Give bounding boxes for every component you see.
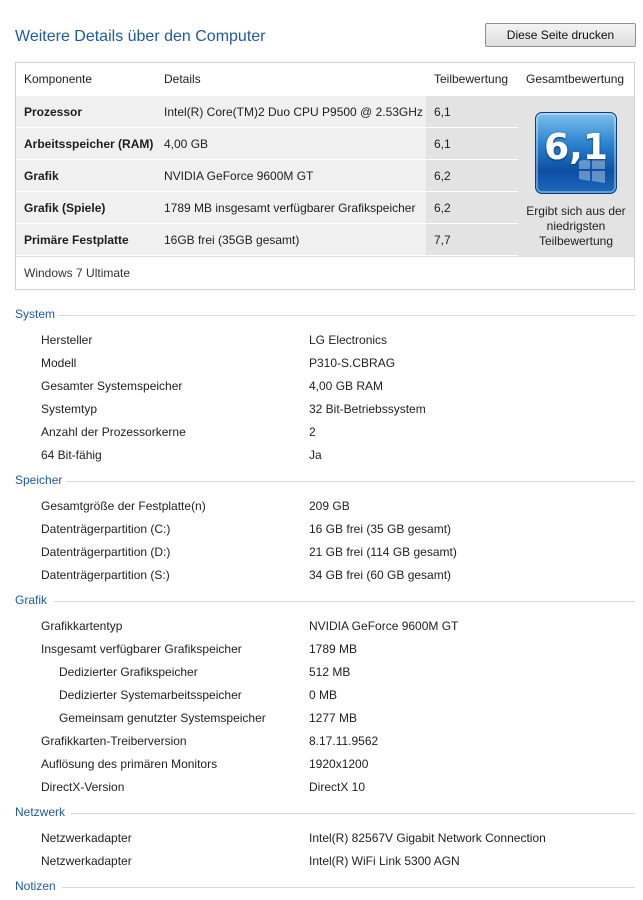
section-heading-notes: Notizen <box>15 879 56 893</box>
rating-component: Primäre Festplatte <box>24 233 129 247</box>
section-heading-graphics: Grafik <box>15 593 48 607</box>
rating-subscore-cell <box>426 128 518 159</box>
detail-label: Gemeinsam genutzter Systemspeicher <box>59 711 266 725</box>
detail-label: Modell <box>41 356 77 370</box>
detail-label: Netzwerkadapter <box>41 854 132 868</box>
detail-value: LG Electronics <box>309 333 388 347</box>
detail-label: Insgesamt verfügbarer Grafikspeicher <box>41 642 242 656</box>
detail-value: 4,00 GB RAM <box>309 379 384 393</box>
rating-component: Grafik (Spiele) <box>24 201 106 215</box>
rating-subscore: 7,7 <box>434 233 451 247</box>
detail-label: Dedizierter Grafikspeicher <box>59 665 198 679</box>
column-header-component: Komponente <box>24 72 93 86</box>
rating-table-header <box>16 63 634 96</box>
rating-row-processor <box>16 96 518 127</box>
detail-value: 209 GB <box>309 499 350 513</box>
rating-details: 4,00 GB <box>164 137 209 151</box>
rating-subscore-cell <box>426 192 518 223</box>
detail-value: NVIDIA GeForce 9600M GT <box>309 619 459 633</box>
detail-value: 32 Bit-Betriebssystem <box>309 402 426 416</box>
rating-subscore: 6,2 <box>434 169 451 183</box>
detail-label: DirectX-Version <box>41 780 125 794</box>
detail-value: 16 GB frei (35 GB gesamt) <box>309 522 452 536</box>
section-heading-network: Netzwerk <box>15 805 66 819</box>
rating-row-graphics <box>16 160 518 191</box>
detail-label: Datenträgerpartition (C:) <box>41 522 171 536</box>
detail-value: 1920x1200 <box>309 757 369 771</box>
column-header-overall: Gesamtbewertung <box>526 72 625 86</box>
detail-label: Datenträgerpartition (S:) <box>41 568 170 582</box>
detail-label: Auflösung des primären Monitors <box>41 757 218 771</box>
detail-value: Intel(R) 82567V Gigabit Network Connection <box>309 831 546 845</box>
overall-score-note: Ergibt sich aus der niedrigsten Teilbewertung <box>526 204 626 248</box>
detail-value: Ja <box>309 448 322 462</box>
rating-details: NVIDIA GeForce 9600M GT <box>164 169 314 183</box>
detail-value: 1277 MB <box>309 711 358 725</box>
overall-score-value: 6,1 <box>544 127 608 168</box>
rating-subscore-cell <box>426 96 518 127</box>
section-divider <box>66 481 635 482</box>
detail-value: DirectX 10 <box>309 780 366 794</box>
rating-component: Grafik <box>24 169 59 183</box>
overall-score-panel <box>518 96 634 256</box>
detail-label: Grafikkartentyp <box>41 619 123 633</box>
detail-label: Gesamter Systemspeicher <box>41 379 183 393</box>
detail-value: 21 GB frei (114 GB gesamt) <box>309 545 457 559</box>
rating-component: Arbeitsspeicher (RAM) <box>24 137 154 151</box>
rating-row-primary-disk <box>16 224 518 255</box>
detail-value: 1789 MB <box>309 642 358 656</box>
rating-subscore-cell <box>426 160 518 191</box>
rating-details: 16GB frei (35GB gesamt) <box>164 233 300 247</box>
detail-value: 8.17.11.9562 <box>309 734 379 748</box>
rating-subscore-cell <box>426 224 518 255</box>
detail-value: Intel(R) WiFi Link 5300 AGN <box>309 854 460 868</box>
section-heading-storage: Speicher <box>15 473 63 487</box>
page-title: Weitere Details über den Computer <box>15 28 266 45</box>
section-heading-system: System <box>15 307 56 321</box>
rating-details: Intel(R) Core(TM)2 Duo CPU P9500 @ 2.53GHz <box>164 105 423 119</box>
detail-label: 64 Bit-fähig <box>41 448 102 462</box>
detail-value: 2 <box>309 425 316 439</box>
rating-component: Prozessor <box>24 105 83 119</box>
section-divider <box>71 813 635 814</box>
detail-value: P310-S.CBRAG <box>309 356 396 370</box>
rating-subscore: 6,1 <box>434 105 451 119</box>
rating-subscore: 6,1 <box>434 137 451 151</box>
rating-subscore: 6,2 <box>434 201 451 215</box>
windows-edition: Windows 7 Ultimate <box>24 266 131 280</box>
column-header-subscore: Teilbewertung <box>434 72 509 86</box>
detail-label: Systemtyp <box>41 402 98 416</box>
detail-label: Gesamtgröße der Festplatte(n) <box>41 499 206 513</box>
detail-value: 512 MB <box>309 665 351 679</box>
rating-row-memory <box>16 128 518 159</box>
print-page-button[interactable]: Diese Seite drucken <box>485 23 636 47</box>
detail-label: Hersteller <box>41 333 93 347</box>
rating-row-gaming-graphics <box>16 192 518 223</box>
experience-index-badge <box>535 112 617 194</box>
detail-value: 0 MB <box>309 688 338 702</box>
column-header-details: Details <box>164 72 201 86</box>
detail-label: Grafikkarten-Treiberversion <box>41 734 187 748</box>
detail-label: Dedizierter Systemarbeitsspeicher <box>59 688 242 702</box>
section-divider <box>62 887 635 888</box>
section-divider <box>58 315 635 316</box>
section-divider <box>54 601 635 602</box>
rating-details: 1789 MB insgesamt verfügbarer Grafikspeicher <box>164 201 416 215</box>
detail-label: Netzwerkadapter <box>41 831 132 845</box>
divider <box>16 256 634 257</box>
rating-table <box>15 62 635 290</box>
detail-label: Datenträgerpartition (D:) <box>41 545 171 559</box>
detail-value: 34 GB frei (60 GB gesamt) <box>309 568 452 582</box>
detail-label: Anzahl der Prozessorkerne <box>41 425 186 439</box>
